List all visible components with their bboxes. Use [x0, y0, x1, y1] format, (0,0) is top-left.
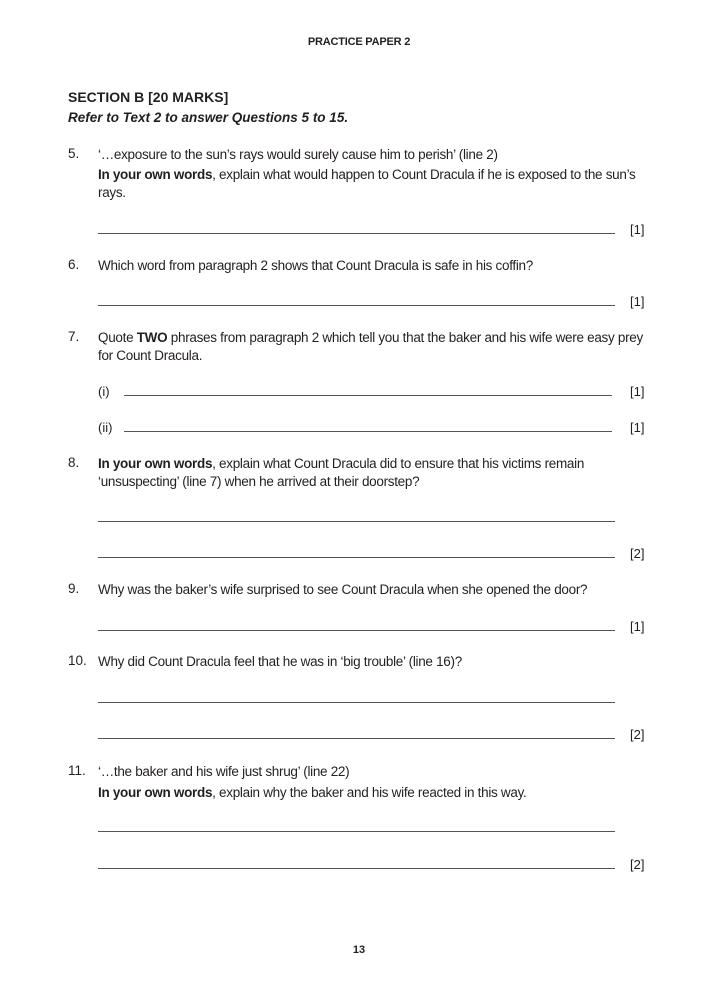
- question-number: 6.: [68, 257, 80, 272]
- question-body: , explain what would happen to Count Dracula if he is exposed to the sun’s rays.: [98, 167, 636, 200]
- answer-line[interactable]: [98, 305, 615, 306]
- question-body: , explain why the baker and his wife reacted in this way.: [212, 785, 527, 800]
- marks: [2]: [630, 727, 645, 742]
- page-number: 13: [352, 944, 366, 956]
- answer-line[interactable]: [98, 831, 615, 832]
- answer-line[interactable]: [124, 395, 612, 396]
- question-number: 10.: [68, 653, 87, 668]
- answer-line[interactable]: [98, 630, 615, 631]
- answer-line[interactable]: [98, 702, 615, 703]
- question-number: 7.: [68, 329, 80, 344]
- marks: [1]: [630, 420, 645, 435]
- question-text: Why did Count Dracula feel that he was in ‘big trouble’ (line 16)?: [98, 654, 462, 669]
- question-number: 5.: [68, 146, 80, 161]
- marks: [1]: [630, 384, 645, 399]
- answer-line[interactable]: [98, 738, 615, 739]
- question-quote: ‘…the baker and his wife just shrug’ (line 22): [98, 764, 350, 779]
- question-number: 11.: [68, 763, 86, 778]
- page-header: PRACTICE PAPER 2: [307, 36, 411, 48]
- part-label: (i): [98, 384, 110, 399]
- emphasis: In your own words: [98, 167, 213, 182]
- part-label: (ii): [98, 420, 113, 435]
- answer-line[interactable]: [98, 868, 615, 869]
- marks: [1]: [630, 619, 645, 634]
- emphasis: In your own words: [98, 785, 213, 800]
- answer-line[interactable]: [124, 431, 612, 432]
- answer-line[interactable]: [98, 557, 615, 558]
- emphasis: In your own words: [98, 456, 213, 471]
- question-text: [98, 455, 643, 491]
- question-text: Why was the baker’s wife surprised to see Count Dracula when she opened the door?: [98, 582, 588, 597]
- answer-line[interactable]: [98, 233, 615, 234]
- question-number: 9.: [68, 581, 80, 596]
- question-quote: ‘…exposure to the sun’s rays would surely cause him to perish’ (line 2): [98, 147, 498, 162]
- question-text: [98, 329, 643, 365]
- question-text: [98, 166, 643, 202]
- question-body: phrases from paragraph 2 which tell you that the baker and his wife were easy prey for Count Dracula.: [98, 330, 643, 363]
- question-body: , explain what Count Dracula did to ensure that his victims remain ‘unsuspecting’ (line 7) when he arrived at their doorstep?: [98, 456, 585, 489]
- section-title: SECTION B [20 MARKS]: [68, 89, 229, 105]
- marks: [2]: [630, 857, 645, 872]
- question-number: 8.: [68, 455, 80, 470]
- marks: [1]: [630, 222, 645, 237]
- answer-line[interactable]: [98, 521, 615, 522]
- question-text: [98, 784, 643, 802]
- emphasis: TWO: [136, 330, 168, 345]
- marks: [1]: [630, 294, 645, 309]
- question-pre: Quote: [98, 330, 137, 345]
- question-text: Which word from paragraph 2 shows that Count Dracula is safe in his coffin?: [98, 258, 533, 273]
- section-instruction: Refer to Text 2 to answer Questions 5 to 15.: [68, 110, 349, 125]
- marks: [2]: [630, 546, 645, 561]
